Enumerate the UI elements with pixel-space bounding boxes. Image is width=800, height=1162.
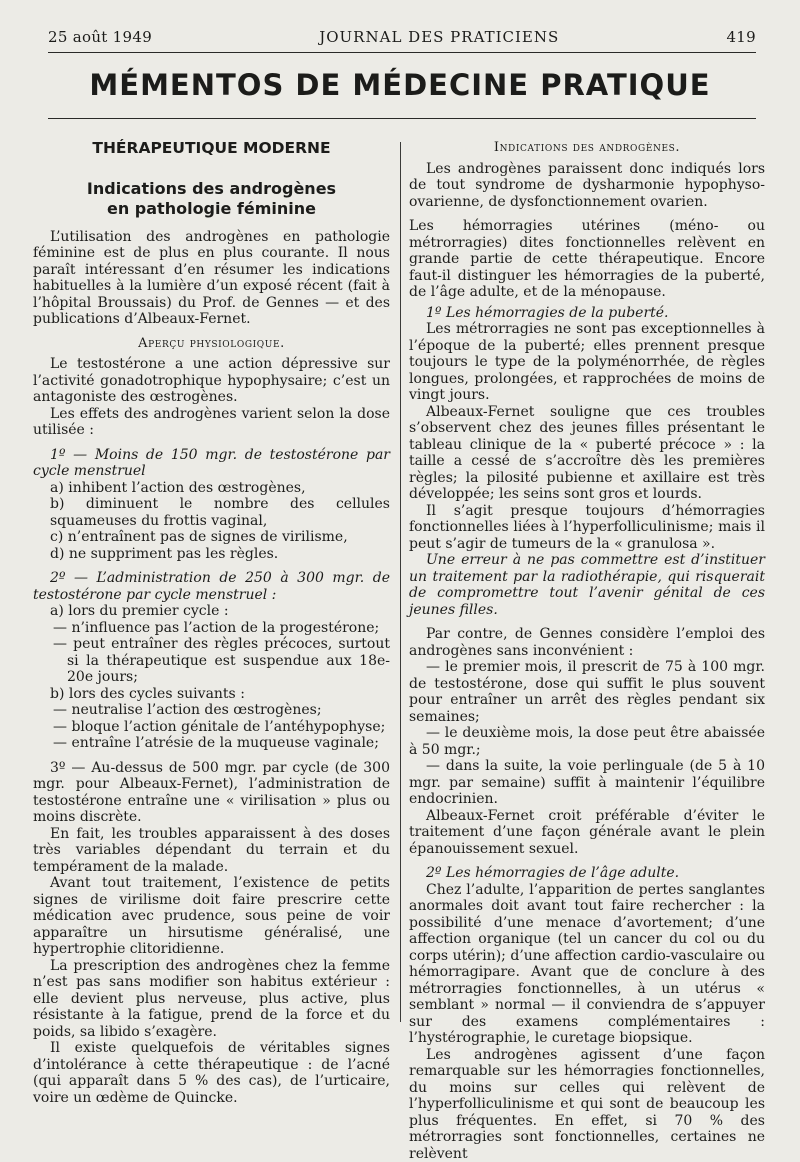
running-header — [48, 28, 756, 46]
paragraph: Avant tout traitement, l’existence de petits signes de virilisme doit faire prescrire cette médication avec prudence, sous peine de voir apparaître un hirsutisme généralisé, une hypertrophie clitoridienne. — [33, 875, 390, 958]
issue-date: 25 août 1949 — [48, 28, 152, 46]
intro-paragraph: L’utilisation des androgènes en pathologie féminine est de plus en plus courante. Il nous paraît intéressant d’en résumer les indications habituelles à la lumière d’un exposé récent (fait à l’hôpital Broussais) du Prof. de Gennes — et des publications d’Albeaux-Fernet. — [33, 229, 390, 328]
list-item: b) lors des cycles suivants : — [33, 686, 390, 703]
paragraph: Albeaux-Fernet souligne que ces troubles s’observent chez des jeunes filles présentant le tableau clinique de la « puberté précoce » : la taille a cessé de s’accroître dès les premières règles; la pilosité pubienne et axillaire est très développée; les seins sont gros et lourds. — [409, 404, 765, 503]
paragraph: Les hémorragies utérines (méno- ou métrorragies) dites fonctionnelles relèvent en grande partie de cette thérapeutique. Encore faut-il distinguer les hémorragies de la puberté, de l’âge adulte, et de la ménopause. — [409, 218, 765, 301]
journal-name: JOURNAL DES PRATICIENS — [319, 28, 559, 46]
list-item: a) inhibent l’action des œstrogènes, — [33, 480, 390, 497]
paragraph: Les androgènes paraissent donc indiqués lors de tout syndrome de dysharmonie hypophyso-ovarienne, de dysfonctionnement ovarien. — [409, 161, 765, 211]
header-rule — [48, 52, 756, 53]
list-item: — peut entraîner des règles précoces, surtout si la thérapeutique est suspendue aux 18e-20e jours; — [33, 636, 390, 686]
paragraph: Chez l’adulte, l’apparition de pertes sanglantes anormales doit avant tout faire rechercher : la possibilité d’une menace d’avortement; d’une affection organique (tel un cancer du col ou du corps utérin); d’une affection cardio-vasculaire ou hémorragipare. Avant que de conclure à des métrorragies fonctionnelles, à un utérus « semblant » normal — il conviendra de s’appuyer sur des examens complémentaires : l’hystérographie, le curetage biopsique. — [409, 882, 765, 1047]
list-item: — bloque l’action génitale de l’antéhypophyse; — [33, 719, 390, 736]
paragraph: Le testostérone a une action dépressive sur l’activité gonadotrophique hypophysaire; c’est un antagoniste des œstrogènes. — [33, 356, 390, 406]
section-title: THÉRAPEUTIQUE MODERNE — [33, 140, 390, 157]
apercu-heading: Aperçu physiologique. — [33, 336, 390, 353]
list-item: — n’influence pas l’action de la progestérone; — [33, 620, 390, 637]
paragraph: Les androgènes agissent d’une façon remarquable sur les hémorragies fonctionnelles, du moins sur celles qui relèvent de l’hyperfolliculinisme et qui sont de beaucoup les plus fréquentes. En effet, si 70 % des métrorragies sont fonctionnelles, certaines ne relèvent — [409, 1047, 765, 1162]
paragraph: Une erreur à ne pas commettre est d’instituer un traitement par la radiothérapie, qui risquerait de compromettre tout l’avenir génital de ces jeunes filles. — [409, 552, 765, 618]
paragraph: Les métrorragies ne sont pas exceptionnelles à l’époque de la puberté; elles prennent presque toujours le type de la polyménorrhée, de règles longues, prolongées, et rapprochées de moins de vingt jours. — [409, 321, 765, 404]
left-column — [33, 138, 390, 1106]
dose-3-paragraph: 3º — Au-dessus de 500 mgr. par cycle (de 300 mgr. pour Albeaux-Fernet), l’administration de testostérone entraîne une « virilisation » plus ou moins discrète. — [33, 760, 390, 826]
dose-1-heading: 1º — Moins de 150 mgr. de testostérone par cycle menstruel — [33, 447, 390, 480]
column-divider — [400, 142, 401, 1022]
paragraph: Il existe quelquefois de véritables signes d’intolérance à cette thérapeutique : de l’acné (qui apparaît dans 5 % des cas), de l’urticaire, voire un œdème de Quincke. — [33, 1040, 390, 1106]
puberte-heading: 1º Les hémorragies de la puberté. — [409, 305, 765, 322]
paragraph: Les effets des androgènes varient selon la dose utilisée : — [33, 406, 390, 439]
paragraph: — le premier mois, il prescrit de 75 à 100 mgr. de testostérone, dose qui suffit le plus souvent pour entraîner un arrêt des règles pendant six semaines; — [409, 659, 765, 725]
right-column — [409, 138, 765, 1162]
paragraph: Albeaux-Fernet croit préférable d’éviter le traitement d’une façon générale avant le plein épanouissement sexuel. — [409, 808, 765, 858]
title-rule — [48, 118, 756, 119]
list-item: — neutralise l’action des œstrogènes; — [33, 702, 390, 719]
page-title: MÉMENTOS DE MÉDECINE PRATIQUE — [0, 68, 800, 102]
paragraph: Par contre, de Gennes considère l’emploi des androgènes sans inconvénient : — [409, 626, 765, 659]
list-item: b) diminuent le nombre des cellules squameuses du frottis vaginal, — [33, 496, 390, 529]
paragraph: La prescription des androgènes chez la femme n’est pas sans modifier son habitus extérieur : elle devient plus nerveuse, plus active, plus résistante à la fatigue, prend de la force et du poids, sa libido s’exagère. — [33, 958, 390, 1041]
adulte-heading: 2º Les hémorragies de l’âge adulte. — [409, 865, 765, 882]
paragraph: Il s’agit presque toujours d’hémorragies fonctionnelles liées à l’hyperfolliculinisme; mais il peut s’agir de tumeurs de la « granulosa ». — [409, 503, 765, 553]
paragraph: — dans la suite, la voie perlinguale (de 5 à 10 mgr. par semaine) suffit à maintenir l’équilibre endocrinien. — [409, 758, 765, 808]
dose-2-heading: 2º — L’administration de 250 à 300 mgr. de testostérone par cycle menstruel : — [33, 570, 390, 603]
paragraph: — le deuxième mois, la dose peut être abaissée à 50 mgr.; — [409, 725, 765, 758]
article-title-line-1: Indications des androgènes — [33, 179, 390, 199]
list-item: d) ne suppriment pas les règles. — [33, 546, 390, 563]
list-item: — entraîne l’atrésie de la muqueuse vaginale; — [33, 735, 390, 752]
paragraph: En fait, les troubles apparaissent à des doses très variables dépendant du terrain et du tempérament de la malade. — [33, 826, 390, 876]
page-number: 419 — [726, 28, 756, 46]
list-item: c) n’entraînent pas de signes de virilisme, — [33, 529, 390, 546]
indications-heading: Indications des androgènes. — [409, 140, 765, 157]
article-title — [33, 179, 390, 219]
list-item: a) lors du premier cycle : — [33, 603, 390, 620]
article-title-line-2: en pathologie féminine — [33, 199, 390, 219]
